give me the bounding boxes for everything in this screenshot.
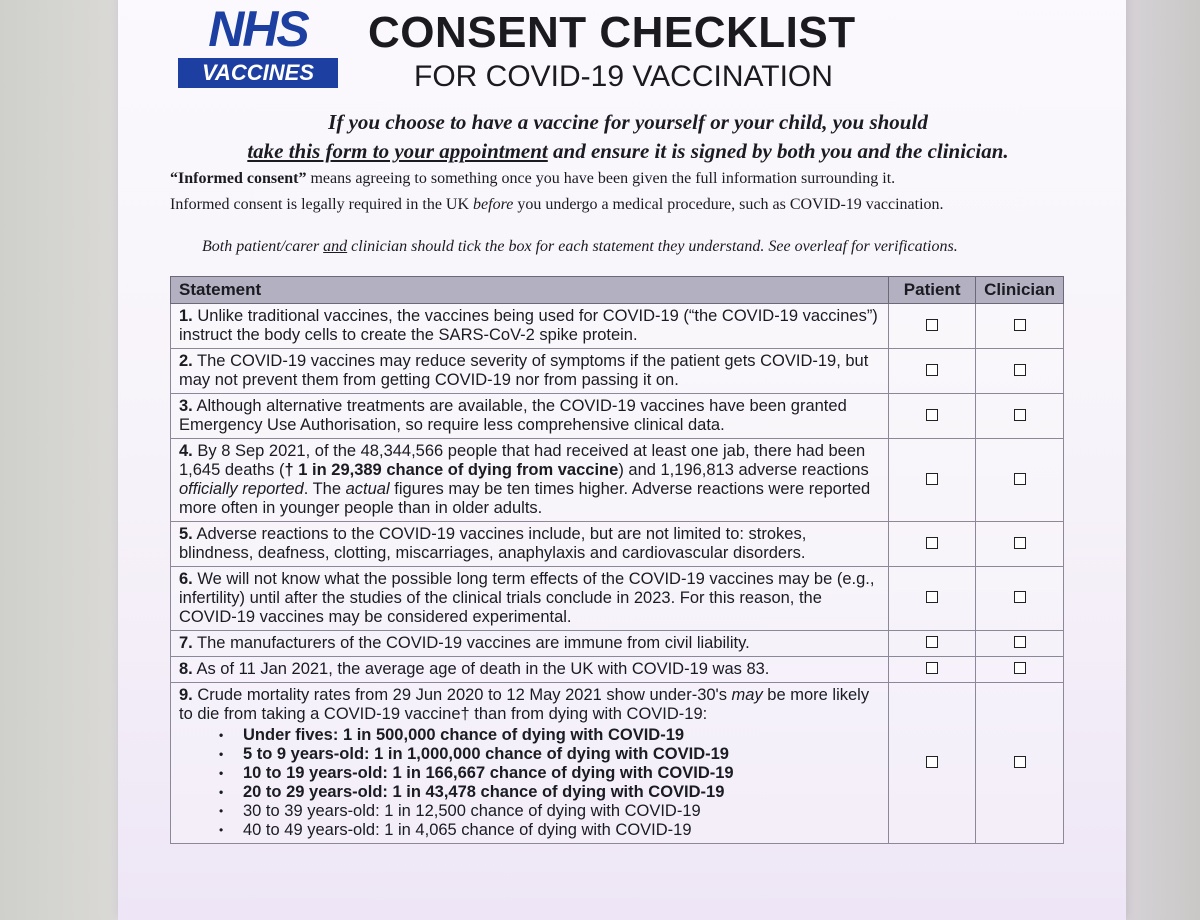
- patient-cell: [889, 657, 976, 683]
- patient-cell: [889, 349, 976, 394]
- intro-text: [188, 108, 1068, 166]
- clinician-cell: [976, 657, 1064, 683]
- list-item: • Under fives: 1 in 500,000 chance of dying with COVID-19: [243, 726, 880, 745]
- statement-6: [171, 567, 889, 631]
- tick-instruction: [202, 238, 1102, 256]
- list-item: • 10 to 19 years-old: 1 in 166,667 chance of dying with COVID-19: [243, 764, 880, 783]
- clinician-cell: [976, 631, 1064, 657]
- statement-number: 5.: [179, 525, 193, 543]
- statement-bold: † 1 in 29,389 chance of dying from vaccine: [284, 461, 619, 479]
- statement-1: [171, 304, 889, 349]
- consent-checklist-table: [170, 276, 1064, 844]
- list-item: • 40 to 49 years-old: 1 in 4,065 chance of dying with COVID-19: [243, 821, 880, 840]
- table-row: [171, 657, 1064, 683]
- nhs-vaccines-logo: [178, 2, 338, 88]
- statement-text: figures may be ten times higher. Adverse reactions were reported more often in younger people than in older adults.: [179, 480, 871, 517]
- statement-text: By 8 Sep 2021, of the 48,344,566 people that had received at least one jab, there had been 1,645 deaths (: [179, 442, 866, 479]
- table-row: [171, 439, 1064, 522]
- clinician-cell: [976, 522, 1064, 567]
- mortality-rates-list: [179, 726, 880, 840]
- table-row: [171, 304, 1064, 349]
- patient-checkbox-2[interactable]: [926, 364, 938, 376]
- table-row: [171, 522, 1064, 567]
- statement-text: Unlike traditional vaccines, the vaccines being used for COVID-19 (“the COVID-19 vaccines”) instruct the body cells to create the SARS-CoV-2 spike protein.: [179, 307, 878, 344]
- patient-cell: [889, 522, 976, 567]
- clinician-cell: [976, 349, 1064, 394]
- patient-cell: [889, 683, 976, 844]
- instruction-and: and: [323, 238, 348, 255]
- patient-cell: [889, 567, 976, 631]
- statement-number: 7.: [179, 634, 193, 652]
- statement-7: [171, 631, 889, 657]
- definition-line-2: [170, 192, 1070, 218]
- definition-line2-a: Informed consent is legally required in the UK: [170, 196, 474, 213]
- statement-text: ) and 1,196,813 adverse reactions: [618, 461, 869, 479]
- patient-checkbox-3[interactable]: [926, 409, 938, 421]
- clinician-cell: [976, 304, 1064, 349]
- instruction-a: Both patient/carer: [202, 238, 324, 255]
- definition-line1-text: means agreeing to something once you have been given the full information surrounding it.: [306, 170, 896, 187]
- patient-cell: [889, 394, 976, 439]
- patient-checkbox-5[interactable]: [926, 537, 938, 549]
- definition-line2-b: you undergo a medical procedure, such as COVID-19 vaccination.: [513, 196, 944, 213]
- table-row: [171, 631, 1064, 657]
- patient-checkbox-6[interactable]: [926, 591, 938, 603]
- table-header-row: [171, 277, 1064, 304]
- statement-text: Although alternative treatments are available, the COVID-19 vaccines have been granted Emergency Use Authorisation, so require less comprehensive clinical data.: [179, 397, 847, 434]
- clinician-cell: [976, 394, 1064, 439]
- definition-term: “Informed consent”: [170, 170, 307, 187]
- clinician-checkbox-3[interactable]: [1014, 409, 1026, 421]
- patient-checkbox-4[interactable]: [926, 473, 938, 485]
- statement-number: 8.: [179, 660, 193, 678]
- statement-text: . The: [303, 480, 346, 498]
- statement-italic: may: [731, 686, 763, 704]
- clinician-cell: [976, 683, 1064, 844]
- clinician-checkbox-8[interactable]: [1014, 662, 1026, 674]
- intro-line-1: If you choose to have a vaccine for yourself or your child, you should: [328, 110, 928, 134]
- statement-number: 4.: [179, 442, 193, 460]
- statement-2: [171, 349, 889, 394]
- statement-number: 1.: [179, 307, 193, 325]
- header-clinician: Clinician: [976, 277, 1064, 304]
- patient-checkbox-1[interactable]: [926, 319, 938, 331]
- list-item: • 30 to 39 years-old: 1 in 12,500 chance of dying with COVID-19: [243, 802, 880, 821]
- patient-checkbox-8[interactable]: [926, 662, 938, 674]
- consent-form-page: [118, 0, 1126, 920]
- statement-number: 2.: [179, 352, 193, 370]
- statement-number: 3.: [179, 397, 193, 415]
- clinician-checkbox-5[interactable]: [1014, 537, 1026, 549]
- clinician-cell: [976, 567, 1064, 631]
- statement-9: [171, 683, 889, 844]
- patient-checkbox-7[interactable]: [926, 636, 938, 648]
- patient-checkbox-9[interactable]: [926, 756, 938, 768]
- header-patient: Patient: [889, 277, 976, 304]
- list-item: • 20 to 29 years-old: 1 in 43,478 chance of dying with COVID-19: [243, 783, 880, 802]
- clinician-checkbox-6[interactable]: [1014, 591, 1026, 603]
- statement-text: Crude mortality rates from 29 Jun 2020 to 12 May 2021 show under-30's: [192, 686, 732, 704]
- clinician-checkbox-7[interactable]: [1014, 636, 1026, 648]
- logo-vaccines-text: VACCINES: [178, 58, 338, 88]
- intro-rest: and ensure it is signed by both you and the clinician.: [547, 139, 1009, 163]
- statement-italic: actual: [345, 480, 390, 498]
- statement-3: [171, 394, 889, 439]
- intro-underlined: take this form to your appointment: [247, 139, 548, 163]
- statement-text: We will not know what the possible long term effects of the COVID-19 vaccines may be (e.g., infertility) until after the studies of the clinical trials conclude in 2023. For this reason, the COVID-19 vaccines may be considered experimental.: [179, 570, 875, 626]
- statement-number: 6.: [179, 570, 193, 588]
- clinician-checkbox-4[interactable]: [1014, 473, 1026, 485]
- definition-line-1: [170, 166, 1070, 192]
- patient-cell: [889, 304, 976, 349]
- page-subtitle: FOR COVID-19 VACCINATION: [414, 60, 833, 93]
- page-title: CONSENT CHECKLIST: [368, 8, 856, 57]
- intro-line-2: [188, 137, 1068, 166]
- list-item: • 5 to 9 years-old: 1 in 1,000,000 chance of dying with COVID-19: [243, 745, 880, 764]
- statement-8: [171, 657, 889, 683]
- statement-4: [171, 439, 889, 522]
- statement-italic: officially reported: [179, 480, 304, 498]
- statement-text: The manufacturers of the COVID-19 vaccines are immune from civil liability.: [192, 634, 750, 652]
- table-row: [171, 567, 1064, 631]
- statement-text: be more likely to die from taking a COVID-19 vaccine† than from dying with COVID-19:: [179, 686, 870, 723]
- statement-5: [171, 522, 889, 567]
- statement-text: As of 11 Jan 2021, the average age of death in the UK with COVID-19 was 83.: [192, 660, 770, 678]
- statement-text: Adverse reactions to the COVID-19 vaccines include, but are not limited to: strokes, blindness, deafness, clotting, miscarriages, anaphylaxis and cardiovascular disorders.: [179, 525, 807, 562]
- clinician-checkbox-1[interactable]: [1014, 319, 1026, 331]
- definition-line2-italic: before: [473, 196, 514, 213]
- table-row: [171, 349, 1064, 394]
- instruction-b: clinician should tick the box for each statement they understand. See overleaf for verifications.: [347, 238, 958, 255]
- patient-cell: [889, 631, 976, 657]
- clinician-cell: [976, 439, 1064, 522]
- header-statement: Statement: [171, 277, 889, 304]
- statement-number: 9.: [179, 686, 193, 704]
- statement-text: The COVID-19 vaccines may reduce severity of symptoms if the patient gets COVID-19, but may not prevent them from getting COVID-19 nor from passing it on.: [179, 352, 869, 389]
- table-row: [171, 683, 1064, 844]
- clinician-checkbox-9[interactable]: [1014, 756, 1026, 768]
- table-row: [171, 394, 1064, 439]
- clinician-checkbox-2[interactable]: [1014, 364, 1026, 376]
- informed-consent-definition: [170, 166, 1070, 218]
- patient-cell: [889, 439, 976, 522]
- logo-nhs-text: NHS: [208, 1, 308, 57]
